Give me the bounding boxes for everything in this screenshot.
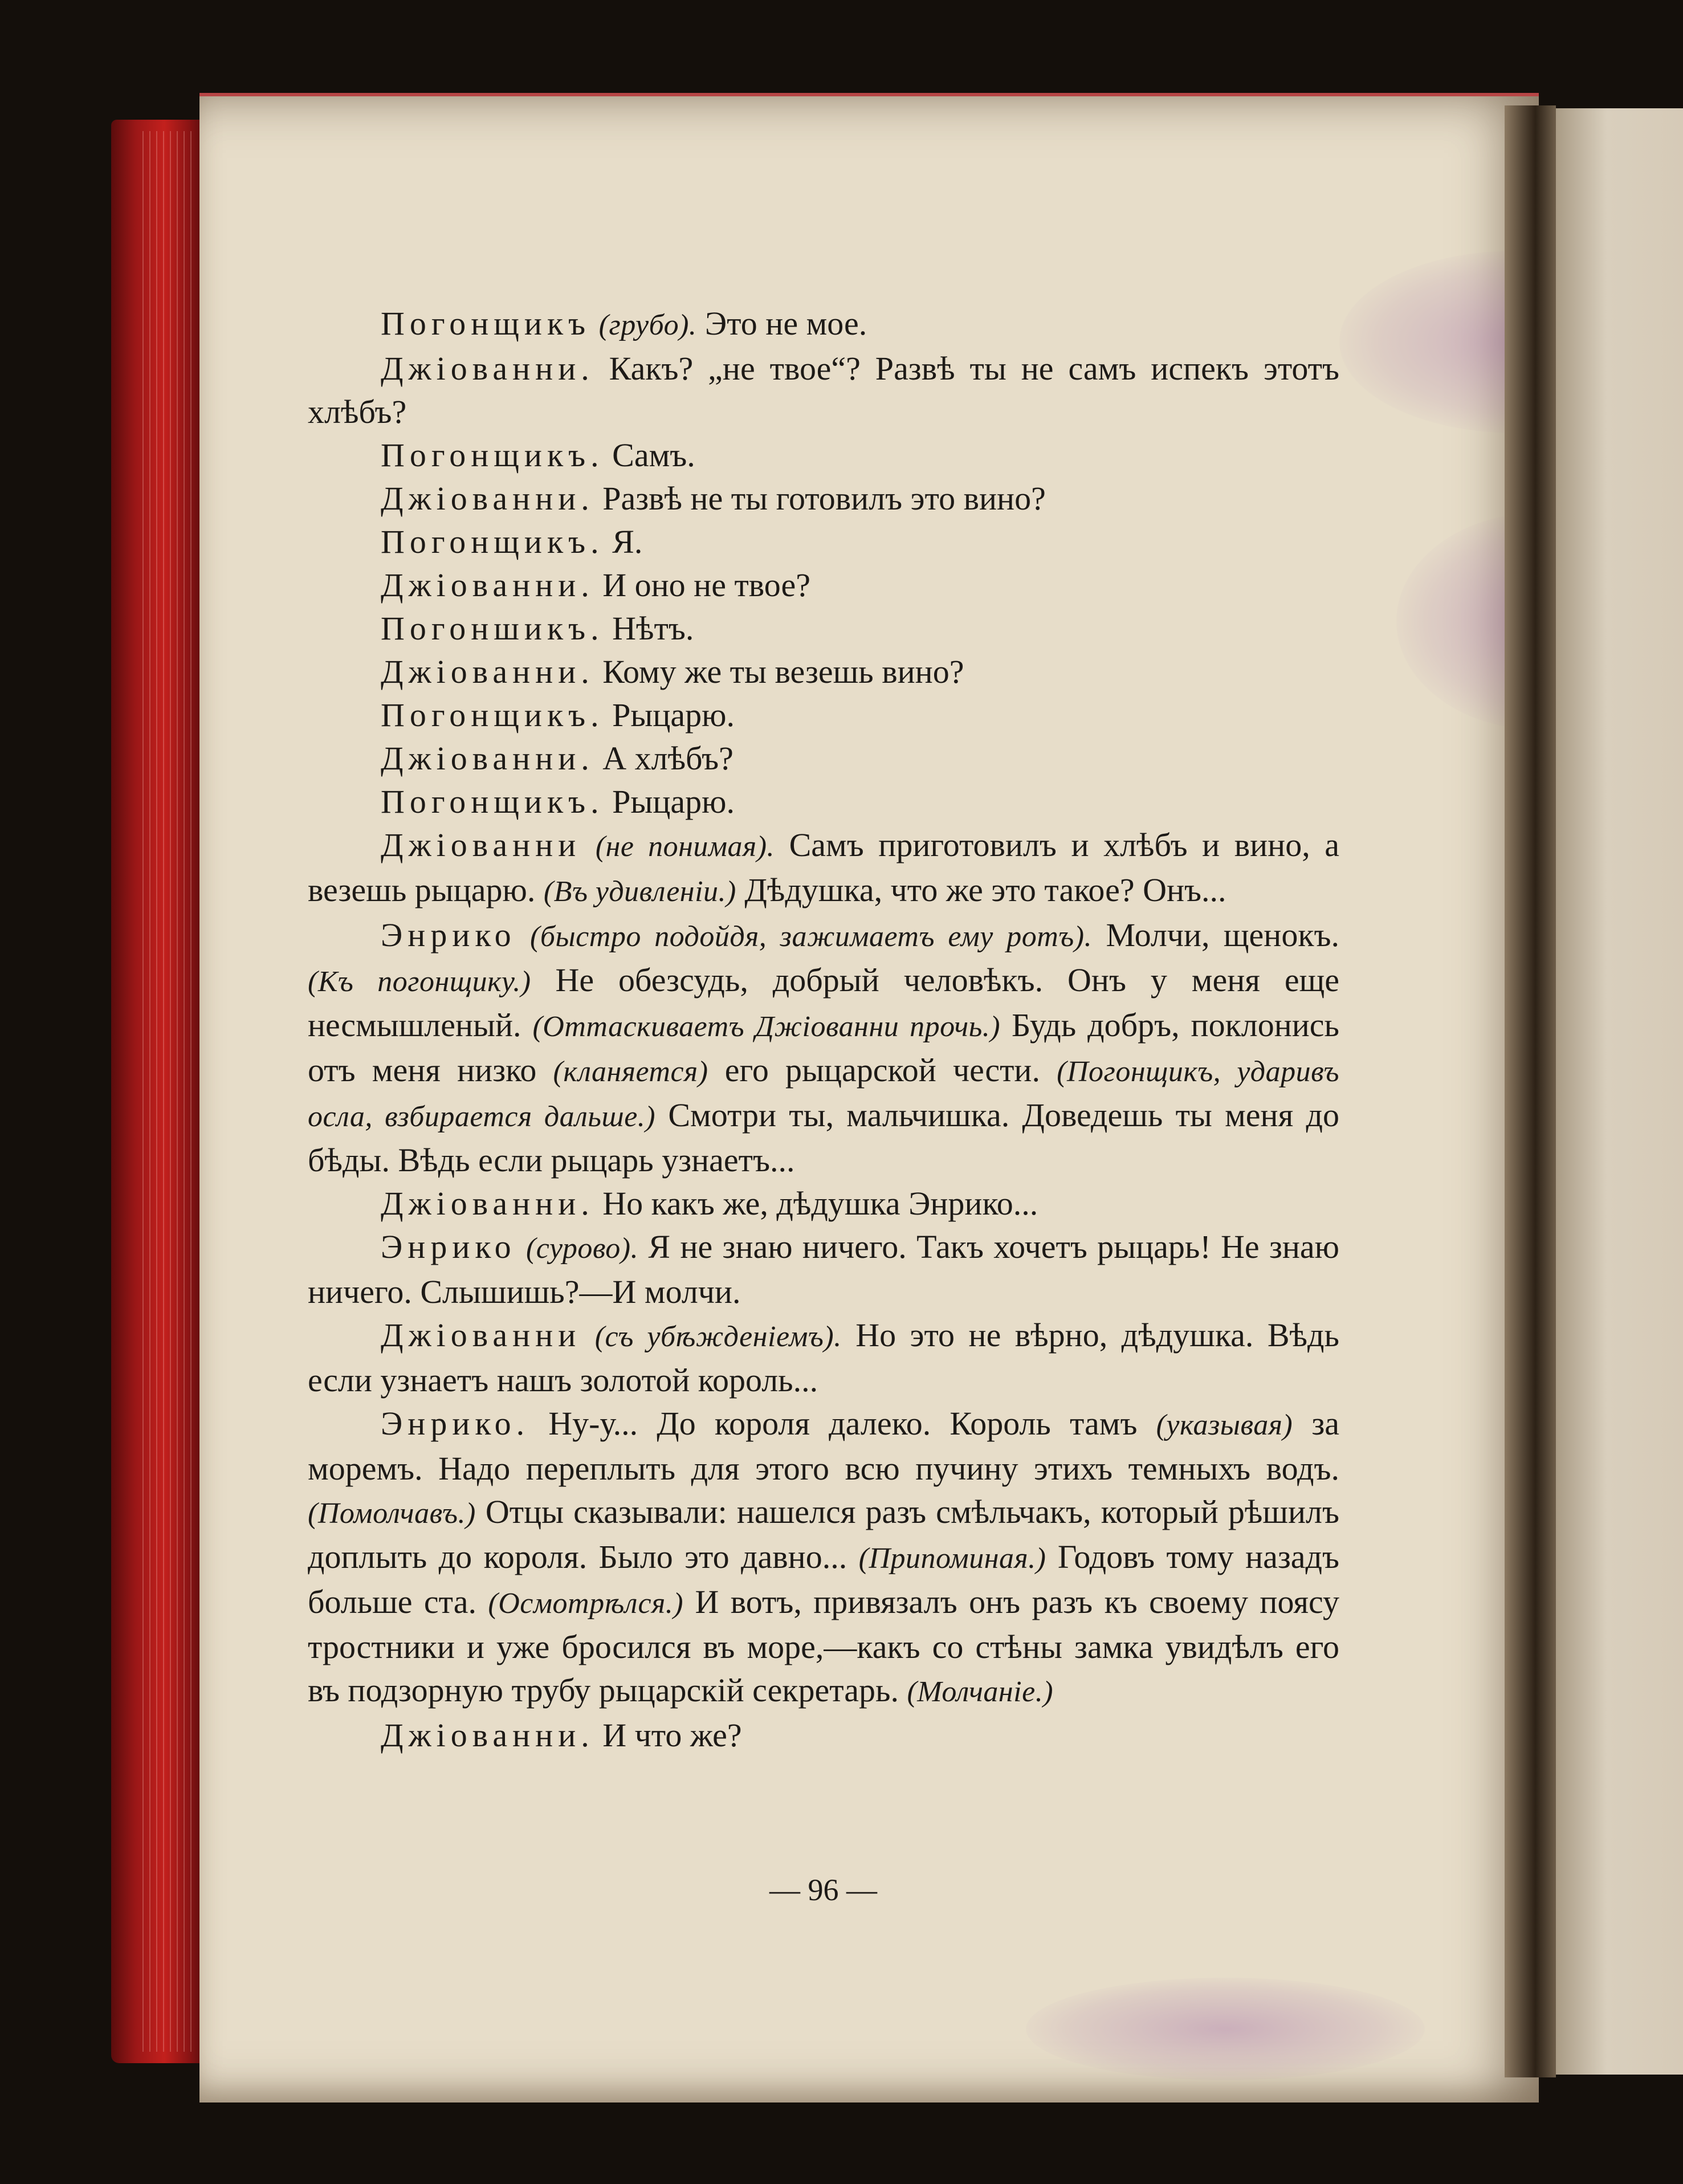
stage-direction: (Оттаскиваетъ Джіованни прочь.) [532, 1010, 1001, 1043]
speaker-name: Джіованни. [381, 350, 594, 387]
text-paragraph [308, 1402, 1339, 1714]
stage-direction: (Помолчавъ.) [308, 1497, 476, 1530]
stage-direction: (не понимая). [595, 830, 775, 863]
speaker-name: Погонщикъ [381, 305, 591, 342]
text-paragraph [308, 1714, 1339, 1757]
stage-direction: (кланяется) [553, 1056, 708, 1088]
dialogue-text [581, 826, 596, 863]
stage-direction: (Къ погонщику.) [308, 965, 531, 998]
dialogue-text [581, 1317, 594, 1354]
dialogue-text [590, 305, 599, 342]
dialogue-text: И вотъ, привязалъ онъ разъ къ своему поясу тростники и уже бросился въ море,—какъ со стѣны замка увидѣлъ его въ подзорную трубу рыцарскій секретарь. [308, 1583, 1339, 1709]
stage-direction: (съ убѣжденіемъ). [594, 1321, 842, 1353]
dialogue-text: Но это не вѣрно, дѣдушка. Вѣдь если узнаетъ нашъ золотой король... [308, 1317, 1340, 1399]
text-paragraph [308, 302, 1339, 347]
dialogue-text: Кому же ты везешь вино? [594, 653, 964, 690]
stage-direction: (указывая) [1156, 1409, 1293, 1441]
speaker-name: Энрико. [381, 1405, 530, 1442]
speaker-name: Джіованни. [381, 1717, 594, 1754]
text-paragraph [308, 434, 1339, 477]
text-paragraph [308, 1225, 1339, 1314]
dialogue-text: И что же? [594, 1717, 742, 1754]
speaker-name: Погонщикъ. [381, 783, 604, 820]
dialogue-text: Не обезсудь, добрый человѣкъ. Онъ у меня еще несмышленый. [308, 961, 1339, 1044]
speaker-name: Погонщикъ. [381, 696, 604, 734]
text-paragraph [308, 607, 1339, 650]
dialogue-text [516, 916, 530, 954]
speaker-name: Энрико [381, 1228, 516, 1265]
stage-direction: (Припоминая.) [858, 1542, 1046, 1575]
text-paragraph [308, 780, 1339, 824]
ink-stain [1026, 1978, 1425, 2080]
stage-direction: (Молчаніе.) [907, 1676, 1054, 1708]
speaker-name: Погонщикъ. [381, 437, 604, 474]
stage-direction: (Погонщикъ, ударивъ осла, взбирается дальше.) [308, 1056, 1339, 1133]
dialogue-text: Самъ приготовилъ и хлѣбъ и вино, а везешь рыцарю. [308, 826, 1340, 908]
speaker-name: Джіованни. [381, 653, 594, 690]
dialogue-text: И оно не твое? [594, 567, 810, 604]
dialogue-text: Но какъ же, дѣдушка Энрико... [594, 1185, 1038, 1222]
dialogue-text: Я не знаю ничего. Такъ хочетъ рыцарь! Не знаю ничего. Слышишь?—И молчи. [308, 1228, 1340, 1310]
dialogue-text: Рыцарю. [604, 783, 735, 820]
dialogue-text: Годовъ тому назадъ больше ста. [308, 1538, 1340, 1620]
stage-direction: (быстро подойдя, зажимаетъ ему ротъ). [530, 920, 1093, 953]
dialogue-text: Смотри ты, мальчишка. Доведешь ты меня до бѣды. Вѣдь если рыцарь узнаетъ... [308, 1097, 1339, 1179]
dialogue-text: Нѣтъ. [604, 610, 694, 647]
text-paragraph [308, 1314, 1339, 1402]
text-paragraph [308, 650, 1339, 694]
page-number: — 96 — [769, 1873, 877, 1907]
text-paragraph [308, 520, 1339, 564]
page-body-text [308, 302, 1339, 1757]
speaker-name: Погоншикъ. [381, 610, 604, 647]
stage-direction: (Осмотрѣлся.) [488, 1587, 684, 1620]
dialogue-text: Молчи, щенокъ. [1092, 916, 1340, 954]
text-paragraph [308, 737, 1339, 780]
text-paragraph [308, 914, 1339, 1182]
dialogue-text: его рыцарской чести. [708, 1052, 1057, 1089]
dialogue-text: Развѣ не ты готовилъ это вино? [594, 480, 1046, 517]
text-paragraph [308, 694, 1339, 737]
dialogue-text: Дѣдушка, что же это такое? Онъ... [736, 871, 1226, 908]
facing-page-edge [1556, 108, 1683, 2075]
dialogue-text: Самъ. [604, 437, 695, 474]
stage-direction: (сурово). [525, 1232, 639, 1265]
page-edges [142, 131, 197, 2052]
dialogue-text: Это не мое. [696, 305, 867, 342]
speaker-name: Джіованни. [381, 1185, 594, 1222]
speaker-name: Энрико [381, 916, 516, 954]
speaker-name: Джіованни. [381, 480, 594, 517]
book-gutter [1505, 105, 1556, 2077]
dialogue-text: Будь добръ, поклонись отъ меня низко [308, 1007, 1339, 1089]
dialogue-text: Отцы сказывали: нашелся разъ смѣльчакъ, который рѣшилъ доплыть до короля. Было это давно... [308, 1493, 1339, 1575]
dialogue-text [516, 1228, 526, 1265]
stage-direction: (грубо). [598, 309, 697, 341]
dialogue-text: Какъ? „не твое“? Развѣ ты не самъ испекъ этотъ хлѣбъ? [308, 350, 1339, 430]
text-paragraph [308, 1182, 1339, 1225]
text-paragraph [308, 347, 1339, 434]
speaker-name: Джіованни [381, 1317, 581, 1354]
speaker-name: Погонщикъ. [381, 523, 604, 560]
speaker-name: Джіованни. [381, 740, 594, 777]
text-paragraph [308, 564, 1339, 607]
dialogue-text: А хлѣбъ? [594, 740, 733, 777]
speaker-name: Джіованни. [381, 567, 594, 604]
dialogue-text: Ну-у... До короля далеко. Король тамъ [529, 1405, 1156, 1442]
dialogue-text: за моремъ. Надо переплыть для этого всю пучину этихъ темныхъ водъ. [308, 1405, 1340, 1487]
dialogue-text: Я. [604, 523, 643, 560]
dialogue-text: Рыцарю. [604, 696, 735, 734]
stage-direction: (Въ удивленіи.) [543, 875, 736, 908]
text-paragraph [308, 477, 1339, 520]
text-paragraph [308, 824, 1339, 914]
speaker-name: Джіованни [381, 826, 581, 863]
